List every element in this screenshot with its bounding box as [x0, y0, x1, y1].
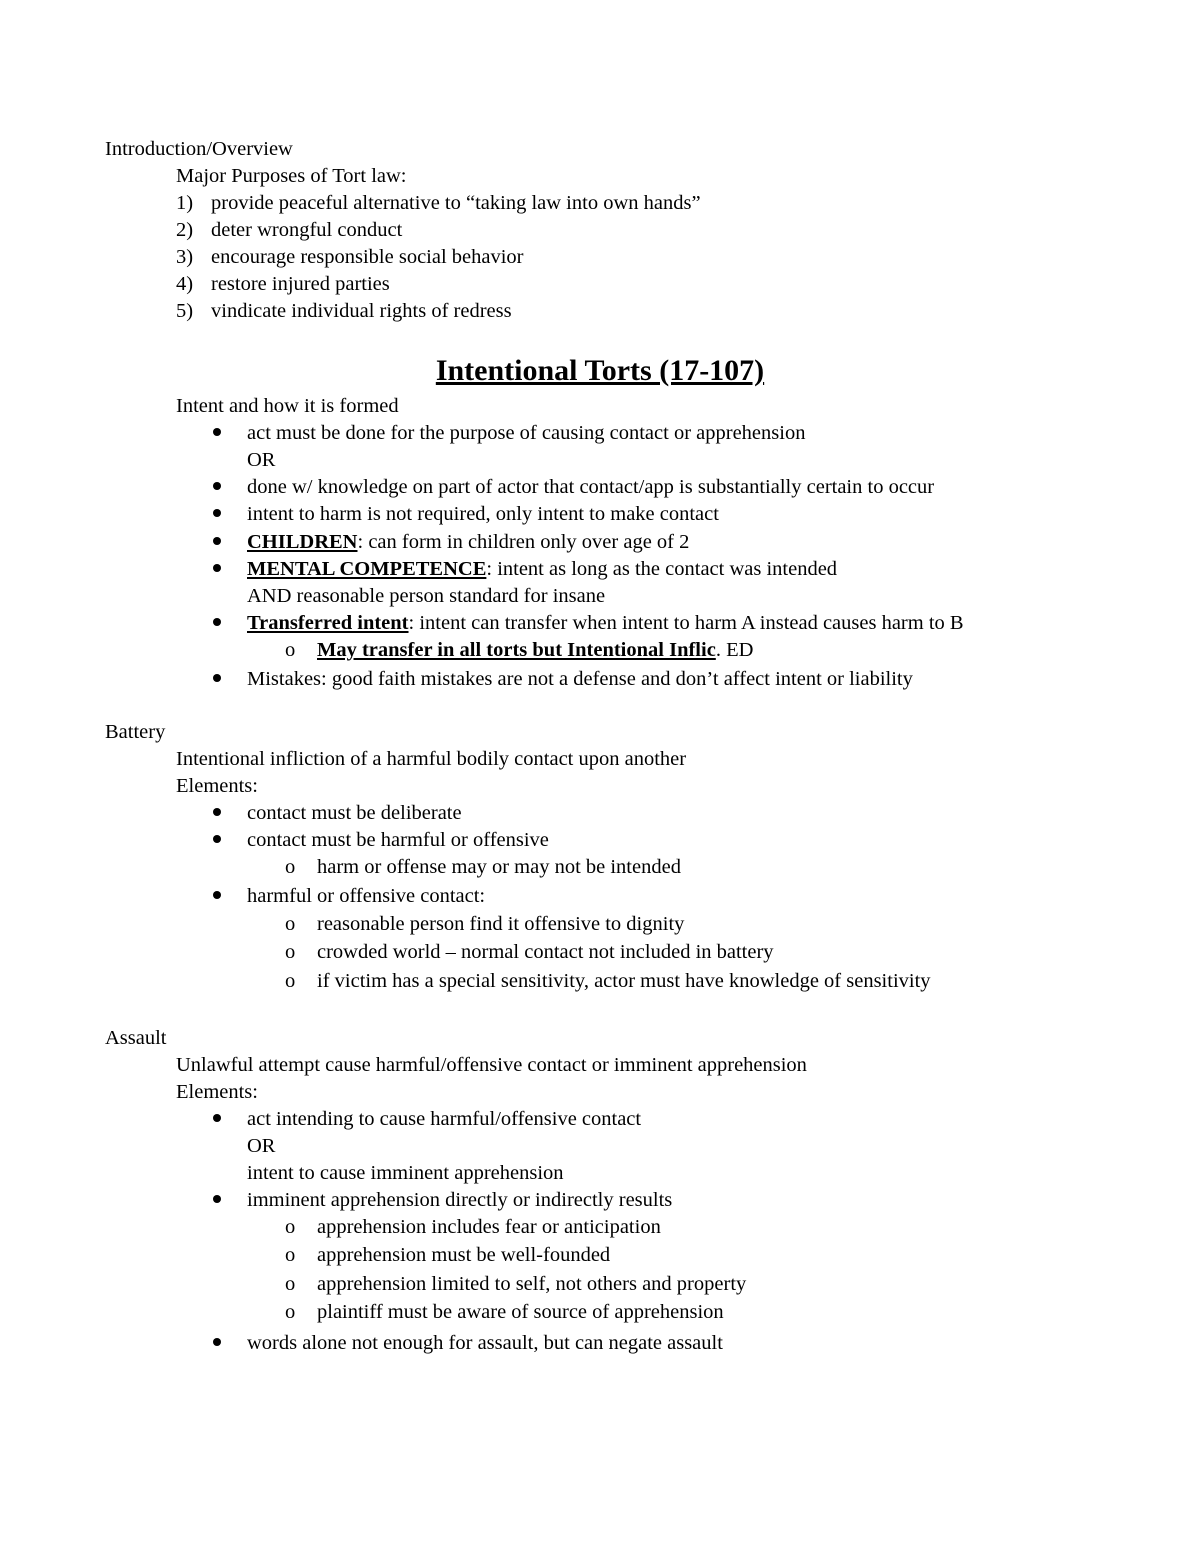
sub-bullet-icon: o [285, 1244, 296, 1266]
purpose-number: 1) [176, 192, 194, 214]
purpose-item: vindicate individual rights of redress [211, 300, 512, 322]
battery-element: contact must be harmful or offensive [247, 829, 549, 851]
battery-sub-item: if victim has a special sensitivity, actor must have knowledge of sensitivity [317, 970, 931, 992]
purpose-item: restore injured parties [211, 273, 390, 295]
battery-heading: Battery [105, 721, 166, 743]
intent-bullet-children [247, 532, 689, 553]
bullet-icon [213, 1114, 221, 1122]
bullet-icon [213, 537, 221, 545]
section-title: Intentional Torts (17-107) [435, 354, 765, 387]
sub-bullet-icon: o [285, 1273, 296, 1295]
bullet-icon [213, 482, 221, 490]
intent-bullet-purpose: act must be done for the purpose of causing contact or apprehension [247, 422, 806, 444]
transferred-intent-sub [317, 640, 753, 661]
sub-bullet-icon: o [285, 1301, 296, 1323]
battery-element: harmful or offensive contact: [247, 885, 486, 907]
battery-sub-item: crowded world – normal contact not included in battery [317, 941, 774, 963]
sub-bullet-icon: o [285, 941, 296, 963]
sub-bullet-icon: o [285, 856, 296, 878]
purpose-number: 2) [176, 219, 194, 241]
bullet-icon [213, 509, 221, 517]
intent-bullet-knowledge: done w/ knowledge on part of actor that contact/app is substantially certain to occur [247, 476, 935, 498]
sub-bullet-icon: o [285, 970, 296, 992]
mental-competence-cont: AND reasonable person standard for insane [247, 585, 606, 607]
sub-bullet-icon: o [285, 639, 296, 661]
mental-competence-term: MENTAL COMPETENCE [247, 558, 487, 580]
assault-element: act intending to cause harmful/offensive contact [247, 1108, 642, 1130]
battery-elements-label: Elements: [176, 775, 258, 797]
assault-sub-item: plaintiff must be aware of source of apprehension [317, 1301, 724, 1323]
intent-bullet-mistakes: Mistakes: good faith mistakes are not a defense and don’t affect intent or liability [247, 668, 913, 690]
bullet-icon [213, 808, 221, 816]
transfer-note-rest: . ED [715, 639, 754, 661]
assault-element: words alone not enough for assault, but can negate assault [247, 1332, 723, 1354]
assault-or: OR [247, 1135, 276, 1157]
intent-bullet-harm: intent to harm is not required, only intent to make contact [247, 503, 719, 525]
purpose-item: deter wrongful conduct [211, 219, 403, 241]
children-rest: : can form in children only over age of 2 [357, 531, 690, 553]
assault-element: imminent apprehension directly or indirectly results [247, 1189, 673, 1211]
sub-bullet-icon: o [285, 913, 296, 935]
intro-heading: Introduction/Overview [105, 138, 293, 160]
bullet-icon [213, 428, 221, 436]
assault-definition: Unlawful attempt cause harmful/offensive contact or imminent apprehension [176, 1054, 807, 1076]
assault-sub-item: apprehension limited to self, not others and property [317, 1273, 747, 1295]
assault-heading: Assault [105, 1027, 167, 1049]
transferred-intent-term: Transferred intent [247, 612, 409, 634]
bullet-icon [213, 1195, 221, 1203]
assault-elements-label: Elements: [176, 1081, 258, 1103]
assault-sub-item: apprehension must be well-founded [317, 1244, 611, 1266]
purpose-number: 5) [176, 300, 194, 322]
sub-bullet-icon: o [285, 1216, 296, 1238]
transfer-note-term: May transfer in all torts but Intentional Inflic [317, 639, 716, 661]
purpose-item: encourage responsible social behavior [211, 246, 524, 268]
purposes-label: Major Purposes of Tort law: [176, 165, 407, 187]
bullet-icon [213, 564, 221, 572]
intent-bullet-transferred [247, 613, 964, 634]
assault-sub-item: apprehension includes fear or anticipation [317, 1216, 661, 1238]
children-term: CHILDREN [247, 531, 358, 553]
assault-element-cont: intent to cause imminent apprehension [247, 1162, 564, 1184]
intent-or: OR [247, 449, 276, 471]
purpose-item: provide peaceful alternative to “taking law into own hands” [211, 192, 701, 214]
bullet-icon [213, 618, 221, 626]
battery-sub-item: harm or offense may or may not be intended [317, 856, 681, 878]
bullet-icon [213, 891, 221, 899]
bullet-icon [213, 835, 221, 843]
bullet-icon [213, 674, 221, 682]
purpose-number: 4) [176, 273, 194, 295]
battery-definition: Intentional infliction of a harmful bodily contact upon another [176, 748, 687, 770]
battery-sub-item: reasonable person find it offensive to dignity [317, 913, 685, 935]
intent-label: Intent and how it is formed [176, 395, 399, 417]
battery-element: contact must be deliberate [247, 802, 462, 824]
transferred-intent-rest: : intent can transfer when intent to harm A instead causes harm to B [408, 612, 964, 634]
mental-competence-rest: : intent as long as the contact was intended [486, 558, 838, 580]
purpose-number: 3) [176, 246, 194, 268]
intent-bullet-mental [247, 559, 837, 580]
bullet-icon [213, 1338, 221, 1346]
